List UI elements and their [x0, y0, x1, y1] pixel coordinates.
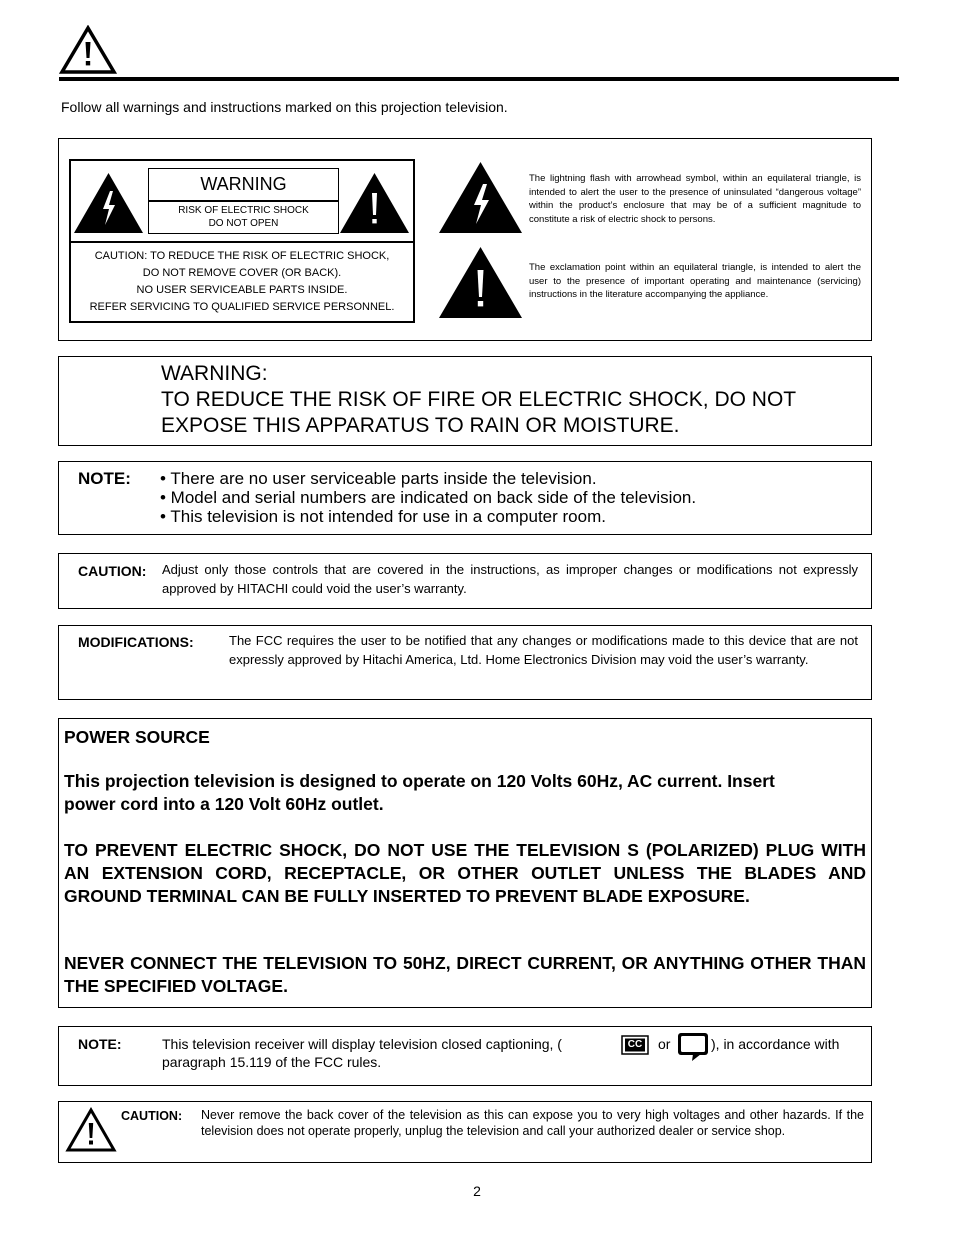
lightning-explanation: The lightning flash with arrowhead symbol, within an equilateral triangle, is intended to alert the user to the presence of uninsulated “dangerous voltage” within the product’s enclosure that may be of a sufficient magnitude to constitute a risk of electric shock to persons. — [529, 173, 861, 225]
modifications-label: MODIFICATIONS: — [78, 634, 194, 650]
modifications-text: The FCC requires the user to be notified that any changes or modifications made to this device that are not expressly approved by Hitachi America, Ltd. Home Electronics Division may void the user’s warranty. — [229, 633, 858, 667]
bottom-caution-label: CAUTION: — [121, 1109, 183, 1123]
caution-text: Adjust only those controls that are covered in the instructions, as improper changes or modifications not expressly approved by HITACHI could void the user’s warranty. — [162, 562, 858, 596]
label-divider — [149, 200, 338, 202]
cc-note-text-before: This television receiver will display television closed captioning, ( — [162, 1036, 562, 1052]
closed-caption-note-box — [58, 1026, 872, 1086]
safety-symbols-box — [58, 138, 872, 341]
label-caution-line: DO NOT REMOVE COVER (OR BACK). — [142, 267, 342, 279]
note-item: • Model and serial numbers are indicated on back side of the television. — [160, 488, 697, 507]
power-source-box — [58, 718, 872, 1008]
label-warning-box — [148, 168, 339, 234]
cc-note-or: or — [658, 1036, 671, 1052]
label-separator — [69, 241, 415, 243]
bottom-caution-box — [58, 1101, 872, 1163]
modifications-box — [58, 625, 872, 700]
label-caution-line: REFER SERVICING TO QUALIFIED SERVICE PERSONNEL. — [89, 301, 395, 313]
bottom-caution-icon — [65, 1107, 117, 1153]
label-risk-line-2: DO NOT OPEN — [208, 218, 279, 229]
label-warning-title: WARNING — [200, 174, 287, 194]
power-source-title: POWER SOURCE — [64, 727, 210, 747]
cc-note-label: NOTE: — [78, 1036, 122, 1052]
cc-note-line-1 — [162, 1032, 858, 1054]
exclamation-explanation: The exclamation point within an equilateral triangle, is intended to alert the user to the presence of important operating and maintenance (servicing) instructions in the literature accompanying the appliance. — [529, 262, 861, 300]
cc-note-text-after: ), in accordance with — [711, 1036, 840, 1052]
label-caution-line: CAUTION: TO REDUCE THE RISK OF ELECTRIC SHOCK, — [94, 250, 390, 262]
label-risk-line-1: RISK OF ELECTRIC SHOCK — [178, 205, 309, 216]
cc-note-line-2: paragraph 15.119 of the FCC rules. — [162, 1054, 382, 1070]
intro-text: Follow all warnings and instructions marked on this projection television. — [61, 99, 508, 115]
power-source-para-1: This projection television is designed to operate on 120 Volts 60Hz, AC current. Insert power cord into a 120 Volt 60Hz outlet. — [64, 771, 775, 814]
header-rule — [59, 77, 899, 81]
bottom-caution-text: Never remove the back cover of the television as this can expose you to very high voltages and other hazards. If the television does not operate properly, unplug the television and call your authorized dealer or service shop. — [201, 1108, 864, 1138]
header-warning-icon — [59, 25, 117, 75]
note-label: NOTE: — [78, 469, 131, 488]
power-source-para-3: NEVER CONNECT THE TELEVISION TO 50HZ, DIRECT CURRENT, OR ANYTHING OTHER THAN THE SPECIFIED VOLTAGE. — [64, 953, 866, 996]
exclamation-icon — [437, 245, 524, 320]
caution-label: CAUTION: — [78, 563, 147, 579]
rain-moisture-warning-box — [58, 356, 872, 446]
note-box — [58, 461, 872, 535]
warning-line-2: EXPOSE THIS APPARATUS TO RAIN OR MOISTURE. — [161, 414, 680, 437]
label-lightning-icon — [72, 171, 145, 235]
warning-label-panel — [69, 159, 415, 323]
label-exclamation-icon — [338, 171, 411, 235]
lightning-icon — [437, 160, 524, 235]
caution-box — [58, 553, 872, 609]
note-item: • This television is not intended for use in a computer room. — [160, 507, 606, 526]
label-caution-text — [71, 248, 413, 316]
note-item: • There are no user serviceable parts inside the television. — [160, 469, 597, 488]
cc-icon — [621, 1035, 649, 1055]
warning-title: WARNING: — [161, 362, 268, 385]
warning-line-1: TO REDUCE THE RISK OF FIRE OR ELECTRIC SHOCK, DO NOT — [161, 388, 797, 411]
note-list — [160, 469, 696, 526]
power-source-para-2: TO PREVENT ELECTRIC SHOCK, DO NOT USE THE TELEVISION S (POLARIZED) PLUG WITH AN EXTENSION CORD, RECEPTACLE, OR OTHER OUTLET UNLESS THE BLADES AND GROUND TERMINAL CAN BE FULLY INSERTED TO PREVENT BLADE EXPOSURE. — [64, 840, 866, 906]
label-caution-line: NO USER SERVICEABLE PARTS INSIDE. — [136, 284, 348, 296]
page-number: 2 — [473, 1183, 481, 1199]
caption-bubble-icon — [677, 1032, 711, 1062]
cc-icon-text: CC — [627, 1039, 643, 1050]
